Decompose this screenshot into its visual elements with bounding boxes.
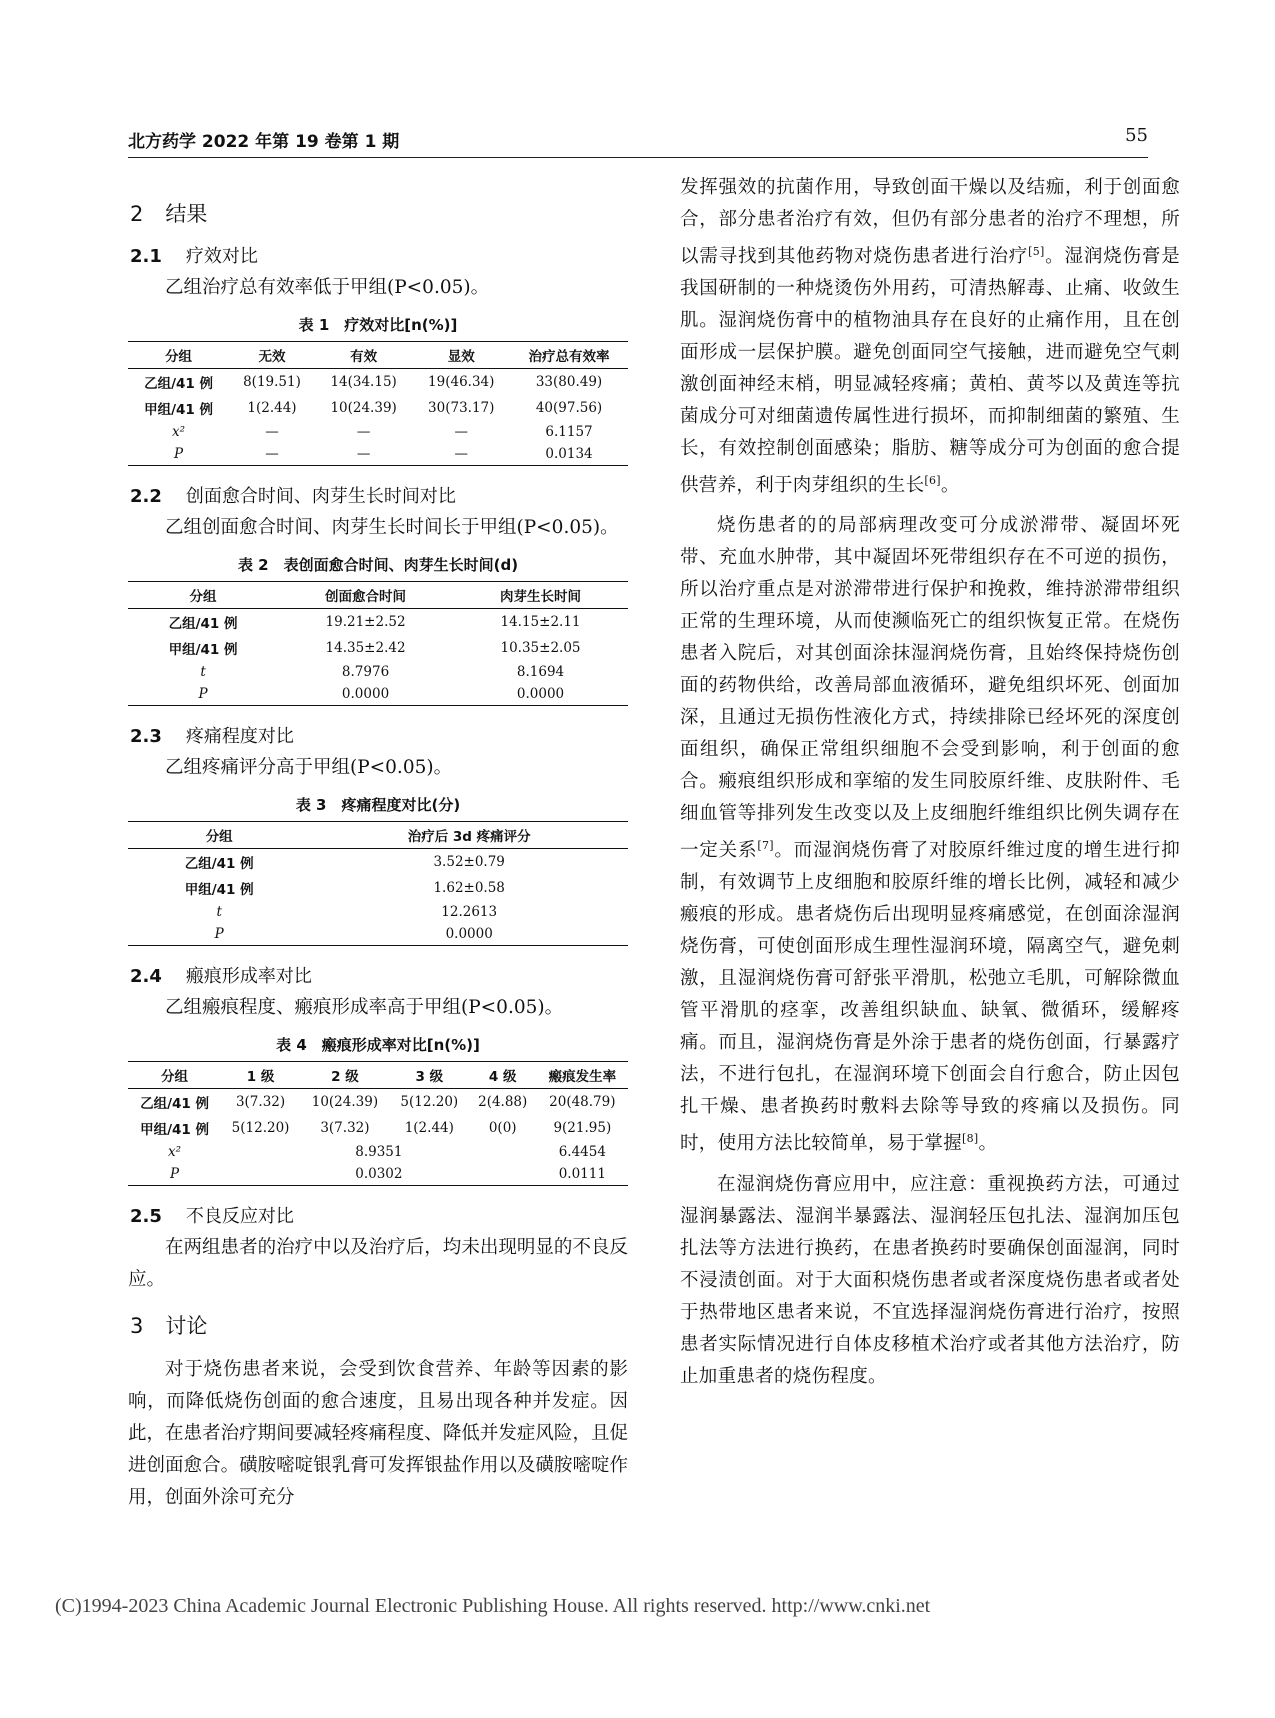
table-3-caption: 表 3 疼痛程度对比(分)	[295, 796, 461, 814]
col-header: 3 级	[390, 1062, 469, 1089]
table-cell: 40(97.56)	[535, 400, 603, 416]
table-cell: —	[454, 424, 468, 440]
table-cell: P	[214, 926, 224, 942]
table-row	[128, 1089, 628, 1116]
col-header: 2 级	[300, 1062, 390, 1089]
col-header: 1 级	[221, 1062, 300, 1089]
table-cell: 8.9351	[355, 1144, 403, 1160]
col-header: 肉芽生长时间	[453, 582, 628, 609]
table-cell: 14.35±2.42	[325, 640, 406, 656]
col-header: 瘢痕发生率	[537, 1062, 628, 1089]
subsection-2-1-heading	[130, 242, 628, 268]
paragraph	[680, 172, 1180, 502]
table-row	[128, 923, 628, 946]
paragraph: 乙组疼痛评分高于甲组(P<0.05)。	[165, 757, 453, 778]
subsection-2-4-heading	[130, 962, 628, 988]
table-cell: 0.0000	[445, 926, 493, 942]
table-row	[128, 849, 628, 876]
paragraph: 乙组瘢痕程度、瘢痕形成率高于甲组(P<0.05)。	[165, 997, 564, 1018]
text-run: 。湿润烧伤膏是我国研制的一种烧烫伤外用药，可清热解毒、止痛、收敛生肌。湿润烧伤膏中的植物油具存在良好的止痛作用，且在创面形成一层保护膜。避免创面同空气接触，进而避免空气刺激创面神经末梢，明显减轻疼痛；黄柏、黄芩以及黄连等抗菌成分可对细菌遗传属性进行损坏，而抑制细菌的繁殖、生长，有效控制创面感染；脂肪、糖等成分可为创面的愈合提供营养，利于肉芽组织的生长	[680, 246, 1180, 497]
table-cell: 甲组/41 例	[140, 1122, 210, 1138]
table-row	[128, 683, 628, 706]
table-cell: 33(80.49)	[535, 374, 603, 390]
paragraph: 乙组治疗总有效率低于甲组(P<0.05)。	[165, 277, 490, 298]
table-cell: 5(12.20)	[231, 1120, 290, 1136]
table-cell: 14.15±2.11	[500, 614, 581, 630]
table-cell: 乙组/41 例	[144, 376, 214, 392]
table-row	[128, 421, 628, 443]
subsection-number: 2.3	[130, 726, 162, 747]
table-cell: 1(2.44)	[247, 400, 297, 416]
subsection-title: 创面愈合时间、肉芽生长时间对比	[185, 486, 456, 507]
subsection-title: 疗效对比	[185, 246, 258, 267]
table-cell: 0.0111	[558, 1166, 606, 1182]
table-row	[128, 443, 628, 466]
table-cell: 0.0302	[355, 1166, 403, 1182]
text-run: 。	[940, 475, 960, 497]
left-column	[128, 180, 628, 1514]
table-row	[128, 609, 628, 636]
table-row	[128, 661, 628, 683]
table-cell: 0.0134	[545, 446, 593, 462]
table-1	[128, 341, 628, 466]
section-number: 2	[130, 202, 144, 226]
text-run: 。	[978, 1133, 998, 1155]
table-cell: —	[265, 446, 279, 462]
table-cell: 10(24.39)	[330, 400, 397, 416]
col-header: 治疗总有效率	[510, 342, 628, 369]
table-cell: 8.1694	[516, 664, 565, 680]
section-title: 讨论	[165, 1314, 208, 1338]
table-cell: x²	[172, 424, 186, 440]
table-cell: —	[454, 446, 468, 462]
table-cell: 5(12.20)	[400, 1094, 459, 1110]
table-row	[128, 1163, 628, 1186]
table-cell: P	[170, 1166, 180, 1182]
table-cell: 乙组/41 例	[184, 856, 254, 872]
col-header: 显效	[412, 342, 510, 369]
col-header: 无效	[229, 342, 315, 369]
table-cell: 0.0000	[516, 686, 565, 702]
section-number: 3	[130, 1314, 144, 1338]
table-cell: 甲组/41 例	[184, 882, 254, 898]
table-cell: 10(24.39)	[311, 1094, 379, 1110]
citation: [6]	[924, 474, 941, 488]
table-row	[128, 369, 628, 396]
table-cell: 6.4454	[558, 1144, 606, 1160]
table-cell: 甲组/41 例	[144, 402, 214, 418]
subsection-title: 不良反应对比	[185, 1206, 294, 1227]
subsection-2-5-heading	[130, 1202, 628, 1228]
table-row	[128, 1115, 628, 1141]
table-cell: 8(19.51)	[243, 374, 301, 390]
paragraph: 乙组创面愈合时间、肉芽生长时间长于甲组(P<0.05)。	[165, 517, 619, 538]
table-cell: 乙组/41 例	[168, 616, 238, 632]
table-row	[128, 875, 628, 901]
table-cell: t	[200, 664, 206, 680]
table-cell: P	[198, 686, 208, 702]
subsection-number: 2.4	[130, 966, 162, 987]
page-number: 55	[1125, 125, 1148, 146]
journal-title: 北方药学 2022 年第 19 卷第 1 期	[128, 132, 400, 152]
section-title: 结果	[165, 202, 208, 226]
table-cell: —	[356, 424, 371, 440]
table-cell: 8.7976	[341, 664, 390, 680]
table-cell: 9(21.95)	[553, 1120, 612, 1136]
paragraph: 在两组患者的治疗中以及治疗后，均未出现明显的不良反应。	[128, 1237, 628, 1290]
section-3-heading	[130, 1310, 628, 1340]
table-cell: 0(0)	[488, 1120, 517, 1136]
subsection-2-2-heading	[130, 482, 628, 508]
table-cell: 0.0000	[341, 686, 390, 702]
table-cell: 14(34.15)	[330, 374, 397, 390]
citation: [5]	[1028, 245, 1045, 258]
col-header: 分组	[128, 1062, 221, 1089]
table-cell: 6.1157	[545, 424, 593, 440]
col-header: 分组	[128, 582, 278, 609]
table-cell: 1.62±0.58	[433, 880, 505, 896]
paragraph: 在湿润烧伤膏应用中，应注意：重视换药方法，可通过湿润暴露法、湿润半暴露法、湿润轻压包扎法、湿润加压包扎法等方法进行换药，在患者换药时要确保创面湿润，同时不浸渍创面。对于大面积烧伤患者或者深度烧伤患者或者处于热带地区患者来说，不宜选择湿润烧伤膏进行治疗，按照患者实际情况进行自体皮移植术治疗或者其他方法治疗，防止加重患者的烧伤程度。	[680, 1173, 1180, 1387]
table-cell: 12.2613	[441, 904, 498, 920]
col-header: 创面愈合时间	[278, 582, 453, 609]
table-cell: —	[265, 424, 279, 440]
running-header	[128, 123, 1148, 158]
table-row	[128, 901, 628, 923]
table-cell: x²	[168, 1144, 182, 1160]
citation: [7]	[757, 839, 774, 853]
table-row	[128, 635, 628, 661]
table-cell: t	[216, 904, 222, 920]
table-cell: 19(46.34)	[428, 374, 495, 390]
table-2	[128, 581, 628, 706]
table-1-caption: 表 1 疗效对比[n(%)]	[298, 316, 458, 334]
table-cell: —	[356, 446, 371, 462]
subsection-2-3-heading	[130, 722, 628, 748]
text-run: 发挥强效的抗菌作用，导致创面干燥以及结痂，利于创面愈合，部分患者治疗有效，但仍有部分患者的治疗不理想，所以需寻找到其他药物对烧伤患者进行治疗	[680, 177, 1180, 268]
text-run: 烧伤患者的的局部病理改变可分成淤滞带、凝固坏死带、充血水肿带，其中凝固坏死带组织存在不可逆的损伤，所以治疗重点是对淤滞带进行保护和挽救，维持淤滞带组织正常的生理环境，从而使濒临死亡的组织恢复正常。在烧伤患者入院后，对其创面涂抹湿润烧伤膏，且始终保持烧伤创面的药物供给，改善局部血液循环，避免组织坏死、创面加深，且通过无损伤性液化方式，持续排除已经坏死的深度创面组织，确保正常组织细胞不会受到影响，利于创面的愈合。瘢痕组织形成和挛缩的发生同胶原纤维、皮肤附件、毛细血管等排列发生改变以及上皮细胞纤维组织比例失调存在一定关系	[680, 515, 1180, 862]
copyright-footer: (C)1994-2023 China Academic Journal Electronic Publishing House. All rights reserved. http://www.cnki.net	[55, 1595, 931, 1617]
table-4	[128, 1061, 628, 1186]
col-header: 4 级	[469, 1062, 537, 1089]
paragraph	[680, 510, 1180, 1160]
table-cell: 3(7.32)	[320, 1120, 370, 1136]
col-header: 治疗后 3d 疼痛评分	[310, 822, 628, 849]
table-cell: 甲组/41 例	[168, 642, 238, 658]
table-cell: 19.21±2.52	[325, 614, 406, 630]
table-3	[128, 821, 628, 946]
citation: [8]	[962, 1132, 979, 1146]
table-cell: 10.35±2.05	[500, 640, 581, 656]
table-row	[128, 1141, 628, 1163]
table-cell: P	[174, 446, 184, 462]
subsection-number: 2.5	[130, 1206, 162, 1227]
subsection-number: 2.2	[130, 486, 162, 507]
table-4-caption: 表 4 瘢痕形成率对比[n(%)]	[276, 1036, 480, 1054]
table-2-caption: 表 2 表创面愈合时间、肉芽生长时间(d)	[237, 556, 519, 574]
subsection-title: 疼痛程度对比	[185, 726, 294, 747]
table-cell: 乙组/41 例	[140, 1096, 210, 1112]
subsection-title: 瘢痕形成率对比	[185, 966, 312, 987]
table-cell: 20(48.79)	[549, 1094, 616, 1110]
table-cell: 1(2.44)	[404, 1120, 454, 1136]
section-2-heading	[130, 198, 628, 228]
paragraph: 对于烧伤患者来说，会受到饮食营养、年龄等因素的影响，而降低烧伤创面的愈合速度，且易出现各种并发症。因此，在患者治疗期间要减轻疼痛程度、降低并发症风险，且促进创面愈合。磺胺嘧啶银乳膏可发挥银盐作用以及磺胺嘧啶作用，创面外涂可充分	[128, 1359, 628, 1508]
table-row	[128, 395, 628, 421]
col-header: 分组	[128, 822, 310, 849]
text-run: 。而湿润烧伤膏了对胶原纤维过度的增生进行抑制，有效调节上皮细胞和胶原纤维的增长比例，减轻和减少瘢痕的形成。患者烧伤后出现明显疼痛感觉，在创面涂湿润烧伤膏，可使创面形成生理性湿润环境，隔离空气，避免刺激，且湿润烧伤膏可舒张平滑肌，松弛立毛肌，可解除微血管平滑肌的痉挛，改善组织缺血、缺氧、微循环，缓解疼痛。而且，湿润烧伤膏是外涂于患者的烧伤创面，行暴露疗法，不进行包扎，在湿润环境下创面会自行愈合，防止因包扎干燥、患者换药时敷料去除等导致的疼痛以及损伤。同时，使用方法比较简单，易于掌握	[680, 840, 1181, 1155]
col-header: 分组	[128, 342, 229, 369]
table-cell: 3.52±0.79	[433, 854, 505, 870]
col-header: 有效	[315, 342, 413, 369]
table-cell: 2(4.88)	[478, 1094, 528, 1110]
subsection-number: 2.1	[130, 246, 162, 267]
table-cell: 30(73.17)	[428, 400, 495, 416]
right-column	[680, 172, 1180, 1393]
table-cell: 3(7.32)	[235, 1094, 286, 1110]
